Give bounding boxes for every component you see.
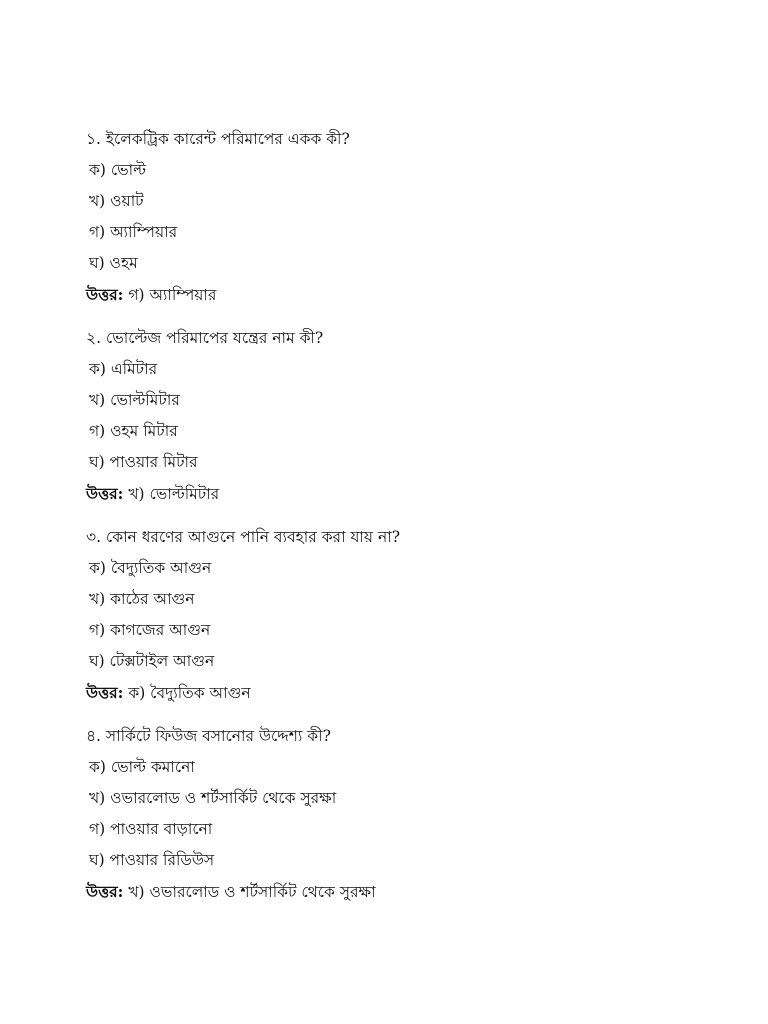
option-ga: গ) অ্যাম্পিয়ার <box>89 223 178 241</box>
question-text: ২. ভোল্টেজ পরিমাপের যন্ত্রের নাম কী? <box>86 329 324 347</box>
question-block-4 <box>86 721 726 907</box>
option-gha: ঘ) পাওয়ার মিটার <box>89 453 198 471</box>
option-kha: খ) ভোল্টমিটার <box>89 391 180 409</box>
option-kha: খ) ওয়াট <box>89 192 144 210</box>
option-gha: ঘ) ওহম <box>89 254 138 272</box>
answer-text: খ) ভোল্টমিটার <box>128 485 220 503</box>
option-ka: ক) এমিটার <box>89 360 158 378</box>
answer-line <box>86 876 726 907</box>
answer-label: উত্তর: <box>86 683 124 702</box>
question-text: ১. ইলেকট্রিক কারেন্ট পরিমাপের একক কী? <box>86 130 350 148</box>
answer-text: ক) বৈদ্যুতিক আগুন <box>128 684 251 702</box>
option-kha: খ) কাঠের আগুন <box>89 590 195 608</box>
option-ga: গ) পাওয়ার বাড়ানো <box>89 820 213 838</box>
question-block-3 <box>86 522 726 708</box>
answer-label: উত্তর: <box>86 882 124 901</box>
answer-text: গ) অ্যাম্পিয়ার <box>128 286 217 304</box>
option-gha: ঘ) টেক্সটাইল আগুন <box>89 652 215 670</box>
answer-line <box>86 478 726 509</box>
option-ga: গ) কাগজের আগুন <box>89 621 211 639</box>
answer-line <box>86 677 726 708</box>
question-text: ৩. কোন ধরণের আগুনে পানি ব্যবহার করা যায় না? <box>86 528 401 546</box>
option-ka: ক) ভোল্ট কমানো <box>89 758 195 776</box>
option-gha: ঘ) পাওয়ার রিডিউস <box>89 851 215 869</box>
question-text: ৪. সার্কিটে ফিউজ বসানোর উদ্দেশ্য কী? <box>86 727 331 745</box>
option-ga: গ) ওহম মিটার <box>89 422 178 440</box>
answer-label: উত্তর: <box>86 285 124 304</box>
question-block-2 <box>86 323 726 509</box>
option-ka: ক) ভোল্ট <box>89 161 147 179</box>
option-kha: খ) ওভারলোড ও শর্টসার্কিট থেকে সুরক্ষা <box>89 789 337 807</box>
option-ka: ক) বৈদ্যুতিক আগুন <box>89 559 212 577</box>
answer-line <box>86 279 726 310</box>
answer-text: খ) ওভারলোড ও শর্টসার্কিট থেকে সুরক্ষা <box>128 883 376 901</box>
answer-label: উত্তর: <box>86 484 124 503</box>
question-block-1 <box>86 124 726 310</box>
